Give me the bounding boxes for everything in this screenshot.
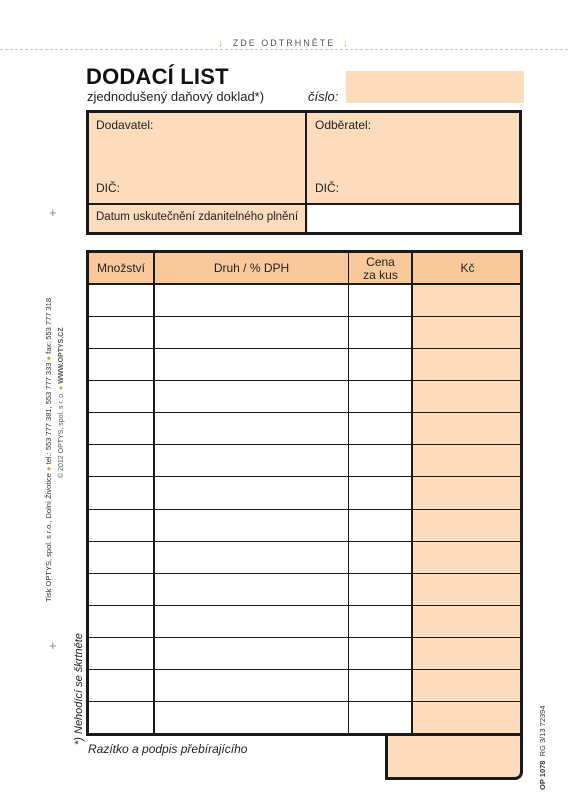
number-label: číslo: [308,89,339,104]
table-cell[interactable] [413,317,520,347]
date-label: Datum uskutečnění zdanitelného plnění [96,211,299,223]
arrow-down-icon: ↓ [218,38,225,48]
table-cell[interactable] [413,349,520,379]
table-cell[interactable] [89,606,153,636]
table-cell[interactable] [155,317,348,347]
table-cell[interactable] [155,542,348,572]
customer-label: Odběratel: [315,118,372,132]
document-title: DODACÍ LIST [86,64,229,89]
registration-mark-icon: + [49,638,57,653]
table-cell[interactable] [89,702,153,732]
table-cell[interactable] [349,574,411,604]
table-cell[interactable] [155,445,348,475]
imprint-copyright: © 2012 OPTYS, spol. s r. o. [58,391,65,478]
table-cell[interactable] [349,445,411,475]
table-cell[interactable] [155,477,348,507]
form-code [538,705,547,790]
table-cell[interactable] [413,413,520,443]
table-cell[interactable] [155,349,348,379]
table-cell[interactable] [89,510,153,540]
table-cell[interactable] [413,510,520,540]
table-cell[interactable] [155,510,348,540]
table-cell[interactable] [89,542,153,572]
table-cell[interactable] [413,477,520,507]
unit-price-line2: za kus [363,268,398,282]
imprint-website: WWW.OPTYS.CZ [58,327,65,384]
imprint-phone: tel.: 553 777 381, 553 777 333 [44,362,53,465]
table-cell[interactable] [349,477,411,507]
table-cell[interactable] [155,638,348,668]
table-cell[interactable] [349,510,411,540]
table-cell[interactable] [155,381,348,411]
document-subtitle: zjednodušený daňový doklad*) [87,89,265,104]
table-cell[interactable] [155,670,348,700]
table-cell[interactable] [89,445,153,475]
table-cell[interactable] [155,606,348,636]
bullet-icon: ● [44,466,53,471]
table-cell[interactable] [413,445,520,475]
number-field[interactable] [346,71,524,103]
table-cell[interactable] [155,702,348,732]
date-field[interactable] [308,205,519,232]
table-cell[interactable] [413,670,520,700]
customer-tax-label: DIČ: [315,181,339,195]
col-header-amount: Kč [460,261,475,275]
table-cell[interactable] [349,606,411,636]
table-cell[interactable] [349,670,411,700]
stamp-label: Razítko a podpis přebírajícího [88,742,248,756]
table-cell[interactable] [89,381,153,411]
table-cell[interactable] [349,317,411,347]
table-cell[interactable] [89,285,153,315]
table-cell[interactable] [89,349,153,379]
table-cell[interactable] [349,381,411,411]
supplier-label: Dodavatel: [96,118,154,132]
arrow-down-icon: ↓ [343,38,350,48]
table-cell[interactable] [89,670,153,700]
tear-off-label [0,38,568,48]
table-cell[interactable] [349,702,411,732]
table-cell[interactable] [349,542,411,572]
col-header-quantity: Množství [96,261,145,275]
tear-off-line [0,49,568,50]
table-cell[interactable] [413,606,520,636]
table-cell[interactable] [349,413,411,443]
col-header-unit-price [349,256,412,282]
stamp-signature-area[interactable] [385,736,523,780]
unit-price-line1: Cena [366,255,395,269]
table-cell[interactable] [89,477,153,507]
strike-note: *) Nehodící se škrtněte [73,633,85,745]
tear-off-text: ZDE ODTRHNĚTE [232,38,336,48]
table-cell[interactable] [413,638,520,668]
table-cell[interactable] [413,574,520,604]
printer-imprint [44,298,53,602]
registration-mark-icon: + [49,205,57,220]
bullet-icon: ● [58,385,65,390]
supplier-field[interactable] [89,113,305,201]
imprint-fax: fax: 553 777 318 [44,297,53,354]
form-code-number: OP 1078 [538,760,547,790]
table-cell[interactable] [155,574,348,604]
table-cell[interactable] [349,349,411,379]
table-cell[interactable] [89,413,153,443]
bullet-icon: ● [44,355,53,361]
table-cell[interactable] [89,638,153,668]
supplier-tax-label: DIČ: [96,181,120,195]
table-cell[interactable] [413,542,520,572]
imprint-company: Tisk OPTYS, spol. s r.o., Dolní Životice [44,473,53,602]
table-cell[interactable] [413,702,520,732]
table-cell[interactable] [89,317,153,347]
table-cell[interactable] [155,285,348,315]
customer-field[interactable] [307,113,519,201]
printer-copyright [58,327,65,478]
table-cell[interactable] [349,638,411,668]
table-cell[interactable] [89,574,153,604]
table-cell[interactable] [349,285,411,315]
col-header-type-vat: Druh / % DPH [213,261,290,275]
table-cell[interactable] [155,413,348,443]
form-code-revision: RG 3/13 72394 [538,705,547,757]
table-cell[interactable] [413,285,520,315]
table-cell[interactable] [413,381,520,411]
